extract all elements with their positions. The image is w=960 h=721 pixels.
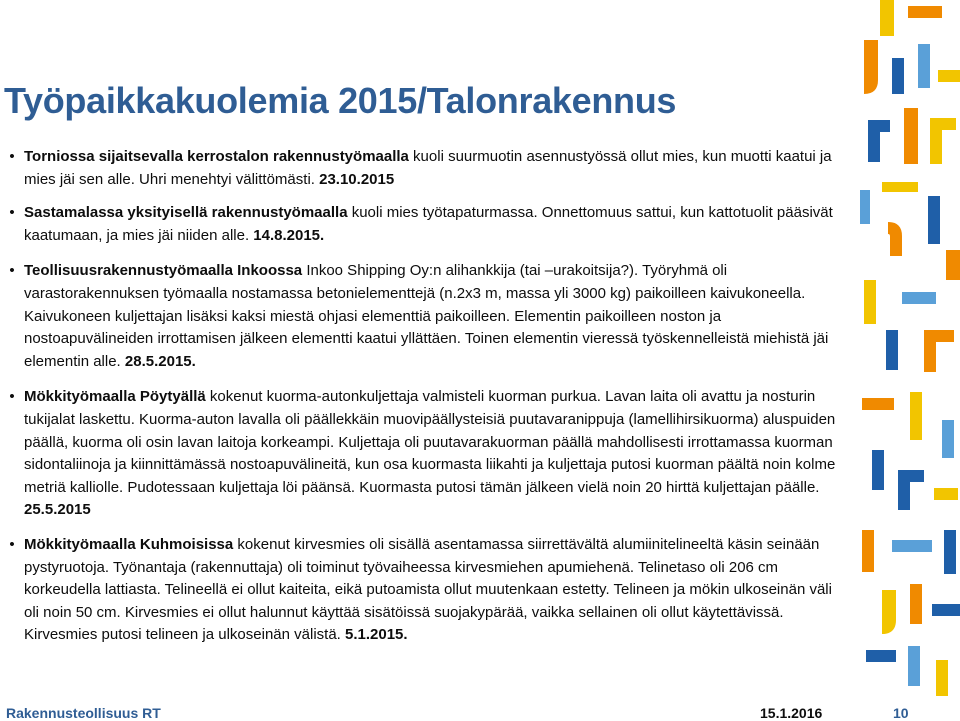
item-lead: Mökkityömaalla Pöytyällä bbox=[24, 388, 206, 406]
decorative-shape bbox=[882, 590, 896, 634]
decorative-shape bbox=[924, 330, 954, 372]
decorative-shape bbox=[908, 6, 942, 18]
bullet-dot-icon: • bbox=[9, 388, 15, 406]
page-title: Työpaikkakuolemia 2015/Talonrakennus bbox=[4, 80, 677, 121]
decorative-shape bbox=[936, 660, 948, 696]
decorative-shape bbox=[910, 392, 922, 440]
decorative-shape bbox=[904, 108, 918, 164]
decorative-shape bbox=[872, 450, 884, 490]
list-item bbox=[6, 202, 838, 247]
item-date: 5.1.2015. bbox=[345, 626, 408, 644]
item-text: kokenut kuorma-autonkuljettaja valmisteli kuorman purkua. Lavan laita oli avattu ja nosturin tukijalat laskettu. Kuorma-auton lavalla oli päällekkäin muovipäällysteisiä puutavaranippuja (lamellihirsikuorma) aluspuiden päällä, kuorma oli osin lavan laitoja korkeampi. Kuljettaja oli puutavarakuorman päällä mahdollisesti irrottamassa kuorman sidontaliinoja ja kiinnittämässä nostoapuvälineitä, kun osa kuormasta liikahti ja kuljettaja putosi kuorman päältä noin kolme metriä kalliolle. Pudotessaan kuljettaja löi päänsä. Kuormasta putosi tämän jälkeen vielä noin 20 hirttä kuljettajan päälle. bbox=[24, 388, 836, 496]
decorative-shape bbox=[862, 398, 894, 410]
item-date: 14.8.2015. bbox=[253, 226, 325, 244]
decorative-shape bbox=[864, 40, 878, 94]
list-item bbox=[6, 534, 838, 647]
decorative-shape bbox=[934, 488, 958, 500]
bullet-dot-icon: • bbox=[9, 535, 15, 553]
decorative-shape bbox=[880, 0, 894, 36]
decorative-shape bbox=[942, 420, 954, 458]
footer-organization: Rakennusteollisuus RT bbox=[6, 705, 161, 721]
item-lead: Torniossa sijaitsevalla kerrostalon rakennustyömaalla bbox=[24, 148, 409, 165]
decorative-shape bbox=[866, 650, 896, 662]
list-item bbox=[6, 260, 838, 373]
decorative-shape bbox=[888, 222, 902, 256]
decorative-shape bbox=[868, 120, 890, 162]
decorative-shape bbox=[902, 292, 936, 304]
footer-date: 15.1.2016 bbox=[760, 705, 823, 721]
decorative-shape bbox=[908, 646, 920, 686]
decorative-shape bbox=[932, 604, 960, 616]
decorative-shape bbox=[892, 540, 932, 552]
decorative-shape bbox=[882, 182, 918, 192]
item-text: kuoli mies työtapaturmassa. Onnettomuus sattui, kun kattotuolit pääsivät kaatumaan, ja mies jäi niiden alle. bbox=[24, 204, 833, 244]
bullet-dot-icon: • bbox=[9, 262, 15, 280]
item-lead: Sastamalassa yksityisellä rakennustyömaalla bbox=[24, 204, 348, 222]
item-date: 28.5.2015. bbox=[124, 352, 196, 370]
item-lead: Mökkityömaalla Kuhmoisissa bbox=[24, 535, 234, 553]
item-text: kuoli suurmuotin asennustyössä ollut mies, kun muotti kaatui ja mies jäi sen alle. Uhri menehtyi välittömästi. bbox=[24, 148, 832, 188]
bullet-list bbox=[6, 146, 838, 647]
decorative-shape bbox=[944, 530, 956, 574]
decorative-shape bbox=[862, 530, 874, 572]
decorative-shape bbox=[898, 470, 924, 510]
decorative-shape bbox=[892, 58, 904, 94]
item-date: 23.10.2015 bbox=[319, 170, 395, 188]
decorative-shape bbox=[918, 44, 930, 88]
bullet-dot-icon: • bbox=[9, 204, 15, 222]
decorative-shape bbox=[938, 70, 960, 82]
item-text: Inkoo Shipping Oy:n alihankkija (tai –urakoitsija?). Työryhmä oli varastorakennuksen työmaalla nostamassa betonielementtejä (n.2x3 m, massa yli 3000 kg) paikoilleen kaivukoneella. Kaivukoneen kuljettajan lisäksi kaksi miestä ohjasi elementtiä paikoilleen. Elementin paikoilleen noston ja nostoapuvälineiden irrottamisen jälkeen elementti kaatui yllättäen. Toinen elementin vieressä työskennelleistä miehistä jäi elementin alle. bbox=[24, 262, 829, 370]
decorative-shape bbox=[930, 118, 956, 164]
list-item bbox=[6, 146, 838, 191]
decorative-shape bbox=[946, 250, 960, 280]
decorative-shape bbox=[864, 280, 876, 324]
list-item bbox=[6, 386, 838, 522]
page-number: 10 bbox=[893, 705, 909, 721]
decorative-shape bbox=[886, 330, 898, 370]
item-lead: Teollisuusrakennustyömaalla Inkoossa bbox=[24, 262, 303, 280]
bullet-dot-icon: • bbox=[9, 148, 15, 165]
decorative-border-icon bbox=[858, 0, 960, 721]
item-date: 25.5.2015 bbox=[24, 501, 91, 519]
decorative-shape bbox=[928, 196, 940, 244]
decorative-shape bbox=[910, 584, 922, 624]
decorative-shape bbox=[860, 190, 870, 224]
item-text: kokenut kirvesmies oli sisällä asentamassa siirrettävältä alumiinitelineeltä käsin seinään pystyruotoja. Työnantaja (rakennuttaja) oli toiminut työvaiheessa kirvesmiehen apumiehenä. Telinetaso oli 206 cm korkeudella lattiasta. Telineellä ei ollut kaiteita, eikä putoamista ollut muutenkaan estetty. Telineen ja mökin ulkoseinän väli oli noin 50 cm. Kirvesmies ei ollut halunnut käyttää sisätöissä suojakypärää, vaikka sellainen oli ollut käytettävissä. Kirvesmies putosi telineen ja ulkoseinän välistä. bbox=[24, 535, 832, 644]
